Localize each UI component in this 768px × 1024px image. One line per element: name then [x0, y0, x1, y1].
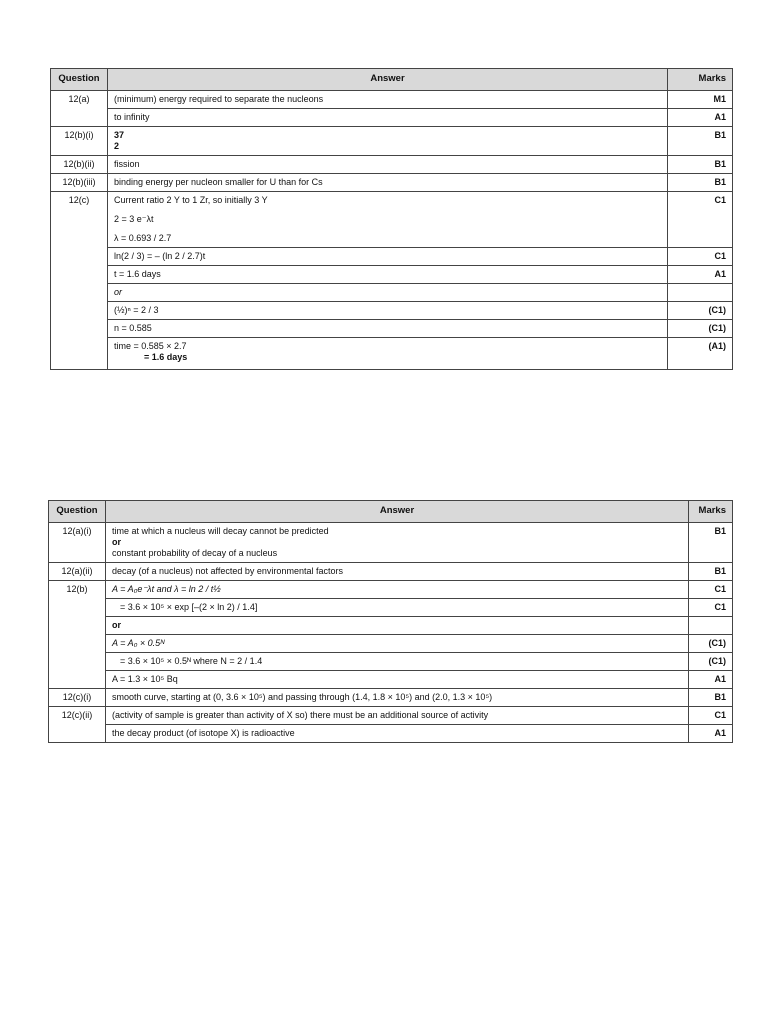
answer-line: = 3.6 × 10⁵ × 0.5ᴺ where N = 2 / 1.4	[120, 655, 263, 666]
marks-cell: C1	[689, 580, 733, 598]
mark-scheme-table-1	[50, 68, 733, 370]
question-cell: 12(b)	[49, 580, 106, 688]
question-cell: 12(c)	[51, 191, 108, 369]
answer-line: binding energy per nucleon smaller for U than for Cs	[114, 176, 323, 187]
answer-line: ln(2 / 3) = – (ln 2 / 2.7)t	[114, 250, 206, 261]
answer-line: decay (of a nucleus) not affected by environmental factors	[112, 565, 343, 576]
answer-cell	[108, 301, 668, 319]
marks-cell: (C1)	[689, 634, 733, 652]
marks-cell: B1	[668, 126, 733, 155]
answer-line: = 1.6 days	[144, 351, 188, 362]
table-row	[51, 301, 733, 319]
answer-line: A = A₀e⁻λt and λ = ln 2 / t½	[112, 583, 221, 594]
table-row	[51, 337, 733, 369]
answer-cell	[108, 337, 668, 369]
header-marks: Marks	[689, 501, 733, 523]
question-cell: 12(b)(i)	[51, 126, 108, 155]
answer-cell	[106, 724, 689, 742]
question-cell: 12(a)	[51, 90, 108, 126]
question-cell: 12(b)(iii)	[51, 173, 108, 191]
marks-cell: (C1)	[668, 301, 733, 319]
answer-line: n = 0.585	[114, 322, 152, 333]
answer-cell	[106, 616, 689, 634]
answer-cell	[108, 247, 668, 265]
answer-line: λ = 0.693 / 2.7	[114, 232, 172, 243]
header-row	[51, 69, 733, 91]
answer-line: A = A₀ × 0.5ᴺ	[112, 637, 165, 648]
marks-cell: A1	[668, 108, 733, 126]
table-row	[51, 191, 733, 247]
answer-cell	[108, 173, 668, 191]
answer-cell	[106, 670, 689, 688]
marks-cell: M1	[668, 90, 733, 108]
answer-cell	[108, 155, 668, 173]
answer-cell	[106, 652, 689, 670]
answer-cell	[108, 90, 668, 108]
marks-cell	[668, 283, 733, 301]
question-cell: 12(b)(ii)	[51, 155, 108, 173]
marks-cell: (C1)	[689, 652, 733, 670]
mark-scheme-table-2	[48, 500, 733, 743]
answer-cell	[106, 634, 689, 652]
marks-cell: C1	[689, 706, 733, 724]
marks-cell: B1	[689, 562, 733, 580]
answer-cell	[108, 319, 668, 337]
header-row	[49, 501, 733, 523]
table-row	[49, 670, 733, 688]
answer-line: constant probability of decay of a nucleus	[112, 547, 278, 558]
answer-cell	[106, 580, 689, 598]
answer-cell	[108, 126, 668, 155]
answer-line: smooth curve, starting at (0, 3.6 × 10⁵) and passing through (1.4, 1.8 × 10⁵) and (2.0, 1.3 × 10⁵)	[112, 691, 493, 702]
table-row	[51, 265, 733, 283]
answer-cell	[106, 522, 689, 562]
answer-line: 2 = 3 e⁻λt	[114, 213, 154, 224]
answer-line: (activity of sample is greater than activity of X so) there must be an additional source of activity	[112, 709, 489, 720]
table-row	[51, 108, 733, 126]
marks-cell: A1	[689, 724, 733, 742]
marks-cell	[689, 616, 733, 634]
table-row	[51, 126, 733, 155]
table-row	[51, 90, 733, 108]
question-cell: 12(a)(ii)	[49, 562, 106, 580]
answer-line: Current ratio 2 Y to 1 Zr, so initially 3 Y	[114, 194, 268, 205]
marks-cell: (A1)	[668, 337, 733, 369]
marks-cell: (C1)	[668, 319, 733, 337]
table-row	[51, 283, 733, 301]
answer-cell	[106, 598, 689, 616]
answer-cell	[106, 688, 689, 706]
answer-line: 37	[114, 129, 125, 140]
answer-line: or	[112, 536, 121, 547]
table-row	[49, 562, 733, 580]
header-question: Question	[51, 69, 108, 91]
answer-cell	[108, 108, 668, 126]
table-row	[49, 688, 733, 706]
marks-cell: B1	[668, 173, 733, 191]
table-row	[51, 173, 733, 191]
table-row	[49, 652, 733, 670]
answer-line: to infinity	[114, 111, 150, 122]
answer-line: t = 1.6 days	[114, 268, 161, 279]
marks-cell: C1	[668, 247, 733, 265]
marks-cell: C1	[689, 598, 733, 616]
marks-cell: C1	[668, 191, 733, 247]
table-row	[51, 319, 733, 337]
header-marks: Marks	[668, 69, 733, 91]
table-row	[49, 616, 733, 634]
answer-line: = 3.6 × 10⁵ × exp [–(2 × ln 2) / 1.4]	[120, 601, 258, 612]
answer-line: (minimum) energy required to separate the nucleons	[114, 93, 324, 104]
answer-line: or	[114, 286, 123, 297]
table-row	[51, 155, 733, 173]
answer-line: (½)ⁿ = 2 / 3	[114, 304, 159, 315]
question-cell: 12(a)(i)	[49, 522, 106, 562]
marks-cell: B1	[689, 688, 733, 706]
answer-cell	[108, 283, 668, 301]
question-cell: 12(c)(i)	[49, 688, 106, 706]
marks-cell: B1	[689, 522, 733, 562]
answer-line: time at which a nucleus will decay cannot be predicted	[112, 525, 329, 536]
table-row	[49, 706, 733, 724]
header-answer: Answer	[106, 501, 689, 523]
table-row	[49, 598, 733, 616]
table-row	[51, 247, 733, 265]
table-row	[49, 634, 733, 652]
answer-line: fission	[114, 158, 140, 169]
answer-line: or	[112, 619, 121, 630]
answer-cell	[106, 562, 689, 580]
answer-line: time = 0.585 × 2.7	[114, 340, 187, 351]
question-cell: 12(c)(ii)	[49, 706, 106, 742]
answer-line: A = 1.3 × 10⁵ Bq	[112, 673, 178, 684]
answer-line: 2	[114, 140, 120, 151]
marks-cell: A1	[668, 265, 733, 283]
answer-cell	[108, 191, 668, 247]
answer-cell	[106, 706, 689, 724]
table-row	[49, 522, 733, 562]
answer-line: the decay product (of isotope X) is radioactive	[112, 727, 295, 738]
table-row	[49, 580, 733, 598]
table-row	[49, 724, 733, 742]
header-question: Question	[49, 501, 106, 523]
marks-cell: A1	[689, 670, 733, 688]
answer-cell	[108, 265, 668, 283]
marks-cell: B1	[668, 155, 733, 173]
header-answer: Answer	[108, 69, 668, 91]
